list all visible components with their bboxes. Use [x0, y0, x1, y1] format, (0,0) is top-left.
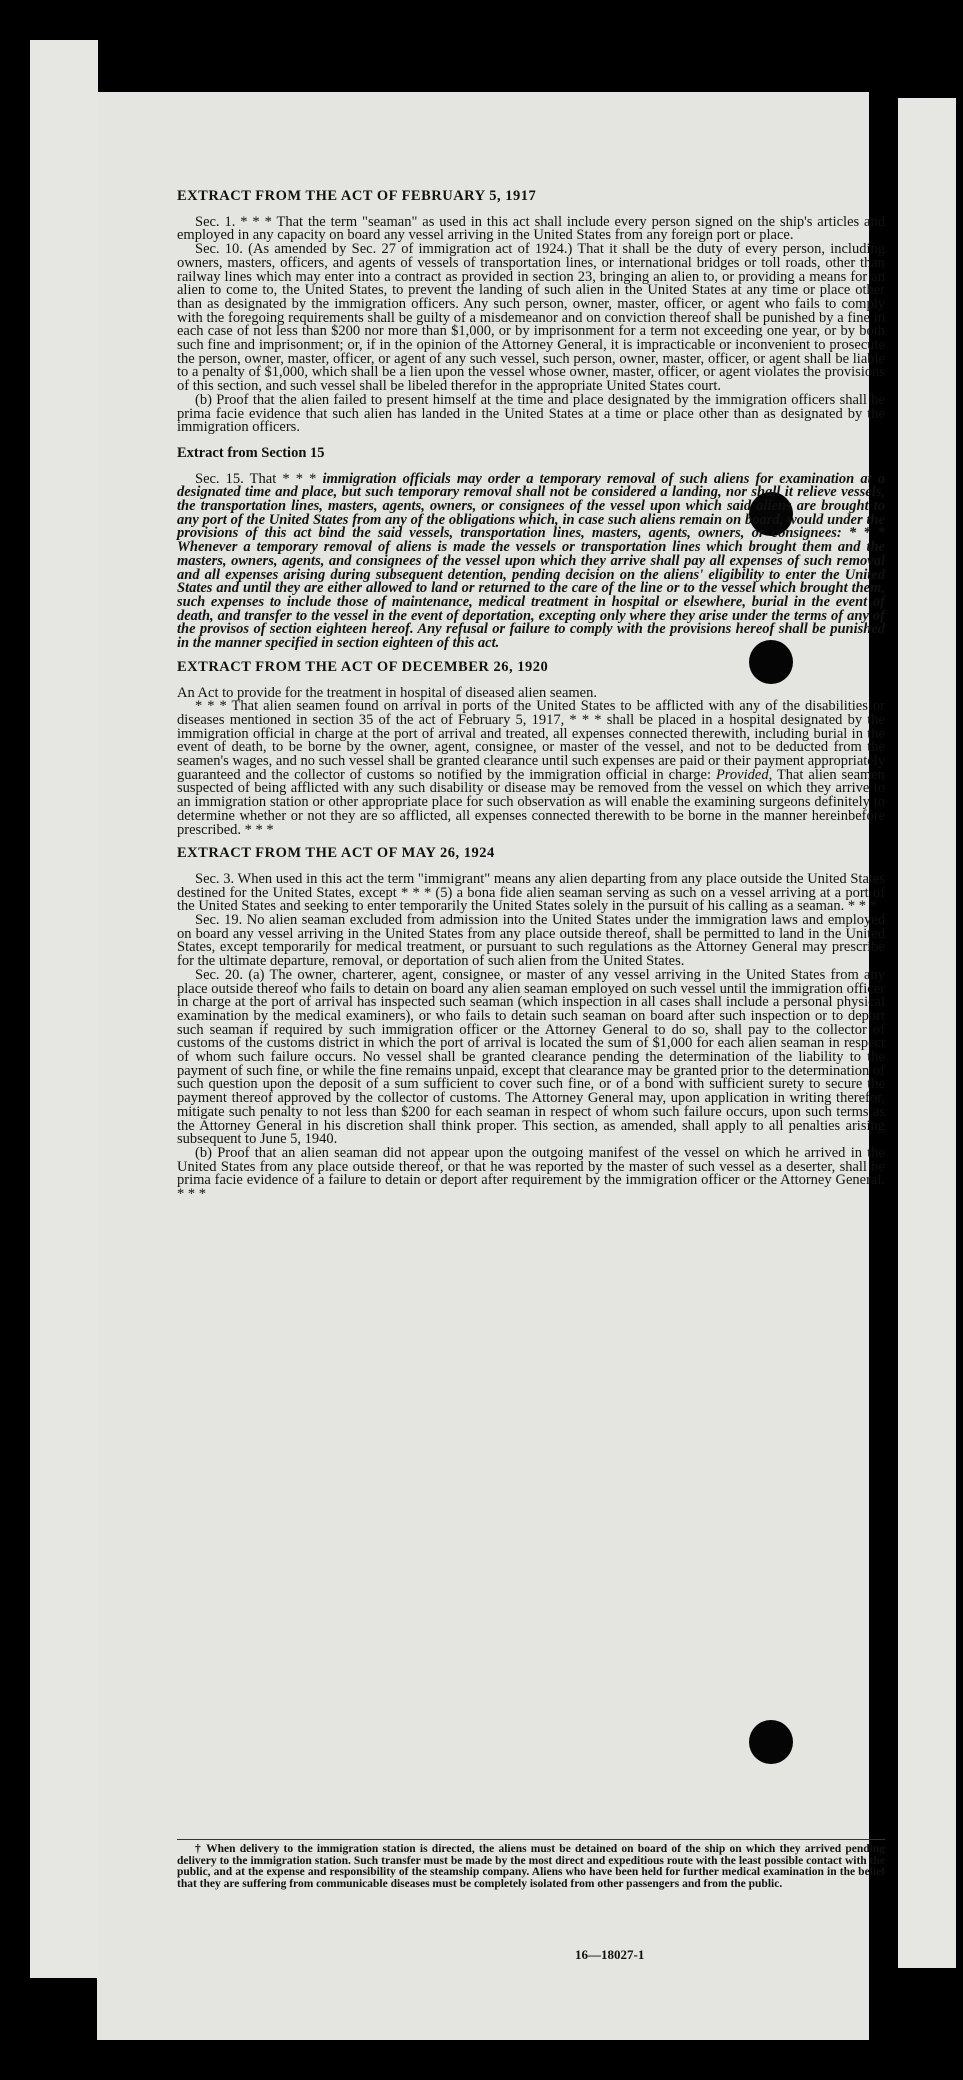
- section-15-text: [177, 470, 885, 652]
- act-1920-provided: Provided,: [715, 766, 773, 783]
- section-20b-text: (b) Proof that an alien seaman did not appear upon the outgoing manifest of the vessel on which he arrived in the United States from any place outside thereof, or that he was reported by the master of such vessel as a deserter, shall be prima facie evidence of a failure to detain or deport after requirement by the immigration officer or the Attorney General. * * *: [177, 1145, 885, 1203]
- heading-act-1917: EXTRACT FROM THE ACT OF FEBRUARY 5, 1917: [177, 188, 537, 204]
- right-background-strip: [898, 98, 956, 1968]
- act-1920-text: [177, 700, 885, 837]
- footnote: [177, 1839, 885, 1890]
- section-10-text: Sec. 10. (As amended by Sec. 27 of immigration act of 1924.) That it shall be the duty of every person, including owners, masters, officers, and agents of vessels of transportation lines, or international bridges or toll roads, other than railway lines which may enter into a contract as provided in section 23, bringing an alien to, or providing a means for an alien to come to, the United States, to prevent the landing of such alien in the United States at any time or place other than as designated by the immigration officers. Any such person, owner, master, officer, or agent who fails to comply with the foregoing requirements shall be guilty of a misdemeanor and on conviction thereof shall be punished by a fine in each case of not less than $200 nor more than $1,000, or by imprisonment for a term not exceeding one year, or by both such fine and imprisonment; or, if in the opinion of the Attorney General, it is impracticable or inconvenient to prosecute the person, owner, master, officer, or agent of any such vessel, such person, owner, master, officer, or agent shall be liable to a penalty of $1,000, which shall be a lien upon the vessel whose owner, master, officer, or agent violates the provisions of this section, and such vessel shall be libeled therefor in the appropriate United States court.: [177, 241, 885, 395]
- section-20a-text: Sec. 20. (a) The owner, charterer, agent, consignee, or master of any vessel arriving in the United States from any place outside thereof who fails to detain on board any alien seaman employed on such vessel until the immigration officer in charge at the port of arrival has inspected such seaman (which inspection in all cases shall include a personal physical examination by the medical examiners), or who fails to detain such seaman on board after such inspection or to deport such seaman if required by such immigration officer or the Attorney General to do so, shall pay to the collector of customs of the customs district in which the port of arrival is located the sum of $1,000 for each alien seaman in respect of whom such failure occurs. No vessel shall be granted clearance pending the determination of the liability to the payment of such fine, or while the fine remains unpaid, except that clearance may be granted prior to the determination of such question upon the deposit of a sum sufficient to cover such fine, or of a bond with sufficient surety to secure the payment thereof approved by the collector of customs. The Attorney General may, upon application in writing therefor, mitigate such penalty to not less than $200 for each seaman in respect of whom such failure occurs, upon such terms as the Attorney General in his discretion shall think proper. This section, as amended, shall apply to all penalties arising subsequent to June 5, 1940.: [177, 966, 885, 1148]
- section-3-text: Sec. 3. When used in this act the term "immigrant" means any alien departing from any place outside the United States destined for the United States, except * * * (5) a bona fide alien seaman serving as such on a vessel arriving at a port of the United States and seeking to enter temporarily the United States solely in the pursuit of his calling as a seaman. * * *: [177, 870, 885, 915]
- act-1920-body-a: * * * That alien seamen found on arrival in ports of the United States to be afflicted with any of the disabilities or diseases mentioned in section 35 of the act of February 5, 1917, * * * shall be placed in a hospital designated by the immigration official in charge at the port of arrival and treated, all expenses connected therewith, including burial in the event of death, to be borne by the owner, agent, consignee, or master of the vessel, and not to be deducted from the seamen's wages, and no such vessel shall be granted clearance until such expenses are paid or their payment appropriately guaranteed and the collector of customs so notified by the immigration official in charge:: [177, 698, 885, 783]
- form-number: 16—18027-1: [575, 1947, 645, 1962]
- act-1920-body-b: That alien seamen suspected of being afflicted with any such disability or disease may be removed from the vessel on which they arrive to an immigration station or other appropriate place for such observation as will enable the examining surgeons definitely to determine whether or not they are so afflicted, all expenses connected therewith to be borne in the manner hereinbefore prescribed. * * *: [177, 766, 885, 838]
- section-1-text: Sec. 1. * * * That the term "seaman" as used in this act shall include every person signed on the ship's articles and employed in any capacity on board any vessel arriving in the United States from any foreign port or place.: [177, 213, 885, 244]
- heading-section-15: Extract from Section 15: [177, 444, 325, 461]
- section-15-body: immigration officials may order a temporary removal of such aliens for examination at a designated time and place, but such temporary removal shall not be considered a landing, nor shall it relieve vessels, the transportation lines, masters, agents, owners, or consignees of the vessel upon which said aliens are brought to any port of the United States from any of the obligations which, in case such aliens remain on board, would under the provisions of this act bind the said vessels, transportation lines, masters, agents, owners, or consignees: * * * Whenever a temporary removal of aliens is made the vessels or transportation lines which brought them and the masters, owners, agents, and consignees of the vessel upon which they arrive shall pay all expenses of such removal and all expenses arising during subsequent detention, pending decision on the aliens' eligibility to enter the United States and until they are either allowed to land or returned to the care of the line or to the vessel which brought them, such expenses to include those of maintenance, medical treatment in hospital or elsewhere, burial in the event of death, and transfer to the vessel in the event of deportation, excepting only where they arise under the terms of any of the provisos of section eighteen hereof. Any refusal or failure to comply with the provisions hereof shall be punished in the manner specified in section eighteen of this act.: [177, 470, 885, 652]
- punch-hole: [749, 1720, 793, 1764]
- section-19-text: Sec. 19. No alien seaman excluded from admission into the United States under the immigration laws and employed on board any vessel arriving in the United States from any place outside thereof, shall be permitted to land in the United States, except temporarily for medical treatment, or pursuant to such regulations as the Attorney General may prescribe for the ultimate departure, removal, or deportation of such alien from the United States.: [177, 912, 885, 970]
- act-1920-title: An Act to provide for the treatment in hospital of diseased alien seamen.: [177, 684, 597, 701]
- heading-act-1920: EXTRACT FROM THE ACT OF DECEMBER 26, 1920: [177, 658, 549, 675]
- document-body: [177, 190, 885, 1202]
- section-10b-text: (b) Proof that the alien failed to present himself at the time and place designated by the immigration officers shall be prima facie evidence that such alien has landed in the United States at a time or place other than as designated by the immigration officers.: [177, 391, 885, 436]
- footnote-text: † When delivery to the immigration station is directed, the aliens must be detained on board of the ship on which they arrived pending delivery to the immigration station. Such transfer must be made by the most direct and expeditious route with the least possible contact with the public, and at the expense and responsibility of the steamship company. Aliens who have been held for further medical examination in the belief that they are suffering from communicable diseases must be completely isolated from other passengers and from the public.: [177, 1843, 885, 1890]
- left-background-strip: [30, 40, 98, 1978]
- section-15-lead: Sec. 15. That * * *: [195, 470, 323, 487]
- heading-act-1924: EXTRACT FROM THE ACT OF MAY 26, 1924: [177, 845, 495, 862]
- document-page: [97, 92, 885, 2040]
